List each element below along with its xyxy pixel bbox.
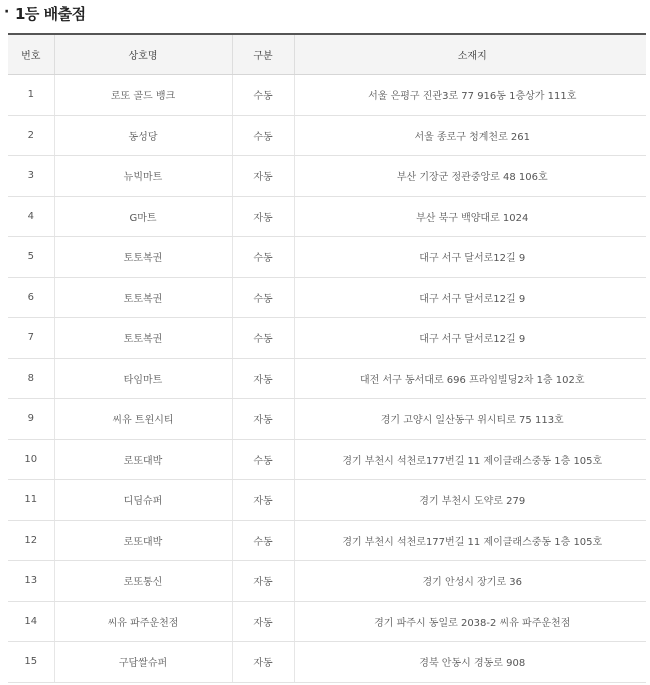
header-address: 소재지 bbox=[294, 34, 650, 75]
section-header bbox=[0, 0, 650, 28]
cell-number: 1 bbox=[8, 75, 54, 116]
cell-address: 서울 종로구 청계천로 261 bbox=[294, 115, 650, 156]
table-right-edge bbox=[646, 33, 650, 683]
cell-address: 경기 부천시 석천로177번길 11 제이클래스중동 1층 105호 bbox=[294, 520, 650, 561]
cell-address: 부산 북구 백양대로 1024 bbox=[294, 196, 650, 237]
cell-type: 자동 bbox=[232, 480, 294, 521]
cell-address: 경기 파주시 동일로 2038-2 씨유 파주운천점 bbox=[294, 601, 650, 642]
cell-address: 경기 안성시 장기로 36 bbox=[294, 561, 650, 602]
cell-number: 12 bbox=[8, 520, 54, 561]
table-row bbox=[8, 399, 650, 440]
cell-type: 수동 bbox=[232, 520, 294, 561]
cell-store-name: 토토복권 bbox=[54, 318, 232, 359]
cell-type: 자동 bbox=[232, 196, 294, 237]
table-row bbox=[8, 561, 650, 602]
header-type: 구분 bbox=[232, 34, 294, 75]
cell-address: 대전 서구 동서대로 696 프라임빌딩2차 1층 102호 bbox=[294, 358, 650, 399]
cell-address: 경북 안동시 경동로 908 bbox=[294, 642, 650, 683]
cell-address: 대구 서구 달서로12길 9 bbox=[294, 237, 650, 278]
table-row bbox=[8, 237, 650, 278]
table-body bbox=[8, 75, 650, 683]
cell-number: 9 bbox=[8, 399, 54, 440]
table-row bbox=[8, 318, 650, 359]
table-row bbox=[8, 358, 650, 399]
cell-type: 자동 bbox=[232, 156, 294, 197]
cell-number: 4 bbox=[8, 196, 54, 237]
cell-type: 수동 bbox=[232, 237, 294, 278]
cell-type: 수동 bbox=[232, 318, 294, 359]
table-row bbox=[8, 115, 650, 156]
cell-type: 자동 bbox=[232, 399, 294, 440]
cell-address: 경기 부천시 도약로 279 bbox=[294, 480, 650, 521]
table-row bbox=[8, 642, 650, 683]
table-row bbox=[8, 520, 650, 561]
cell-type: 자동 bbox=[232, 601, 294, 642]
cell-number: 11 bbox=[8, 480, 54, 521]
cell-store-name: 씨유 트윈시티 bbox=[54, 399, 232, 440]
cell-number: 2 bbox=[8, 115, 54, 156]
cell-store-name: 구담쌀슈퍼 bbox=[54, 642, 232, 683]
table-row bbox=[8, 196, 650, 237]
cell-address: 경기 고양시 일산동구 위시티로 75 113호 bbox=[294, 399, 650, 440]
table-row bbox=[8, 439, 650, 480]
cell-store-name: 로또대박 bbox=[54, 439, 232, 480]
cell-store-name: 로또대박 bbox=[54, 520, 232, 561]
table-row bbox=[8, 601, 650, 642]
cell-type: 자동 bbox=[232, 358, 294, 399]
cell-number: 7 bbox=[8, 318, 54, 359]
cell-type: 자동 bbox=[232, 642, 294, 683]
header-store-name: 상호명 bbox=[54, 34, 232, 75]
cell-type: 수동 bbox=[232, 115, 294, 156]
cell-type: 수동 bbox=[232, 75, 294, 116]
cell-address: 부산 기장군 정관중앙로 48 106호 bbox=[294, 156, 650, 197]
table-row bbox=[8, 156, 650, 197]
cell-number: 5 bbox=[8, 237, 54, 278]
table-row bbox=[8, 480, 650, 521]
cell-number: 15 bbox=[8, 642, 54, 683]
cell-address: 경기 부천시 석천로177번길 11 제이클래스중동 1층 105호 bbox=[294, 439, 650, 480]
cell-store-name: 로또통신 bbox=[54, 561, 232, 602]
cell-store-name: 뉴빅마트 bbox=[54, 156, 232, 197]
cell-store-name: 씨유 파주운천점 bbox=[54, 601, 232, 642]
cell-number: 6 bbox=[8, 277, 54, 318]
table-header-row bbox=[8, 34, 650, 75]
cell-number: 10 bbox=[8, 439, 54, 480]
cell-store-name: 타임마트 bbox=[54, 358, 232, 399]
cell-number: 14 bbox=[8, 601, 54, 642]
cell-type: 수동 bbox=[232, 439, 294, 480]
header-number: 번호 bbox=[8, 34, 54, 75]
section-title: 1등 배출점 bbox=[15, 5, 86, 23]
cell-type: 자동 bbox=[232, 561, 294, 602]
winners-table bbox=[8, 33, 650, 683]
cell-address: 대구 서구 달서로12길 9 bbox=[294, 277, 650, 318]
bullet-icon: · bbox=[4, 4, 10, 20]
cell-address: 대구 서구 달서로12길 9 bbox=[294, 318, 650, 359]
cell-number: 3 bbox=[8, 156, 54, 197]
cell-store-name: 동성당 bbox=[54, 115, 232, 156]
cell-number: 13 bbox=[8, 561, 54, 602]
cell-store-name: 디딤슈퍼 bbox=[54, 480, 232, 521]
cell-number: 8 bbox=[8, 358, 54, 399]
cell-store-name: 로또 골드 뱅크 bbox=[54, 75, 232, 116]
cell-store-name: 토토복권 bbox=[54, 277, 232, 318]
table-row bbox=[8, 277, 650, 318]
cell-store-name: 토토복권 bbox=[54, 237, 232, 278]
cell-address: 서울 은평구 진관3로 77 916동 1층상가 111호 bbox=[294, 75, 650, 116]
cell-store-name: G마트 bbox=[54, 196, 232, 237]
cell-type: 수동 bbox=[232, 277, 294, 318]
table-row bbox=[8, 75, 650, 116]
